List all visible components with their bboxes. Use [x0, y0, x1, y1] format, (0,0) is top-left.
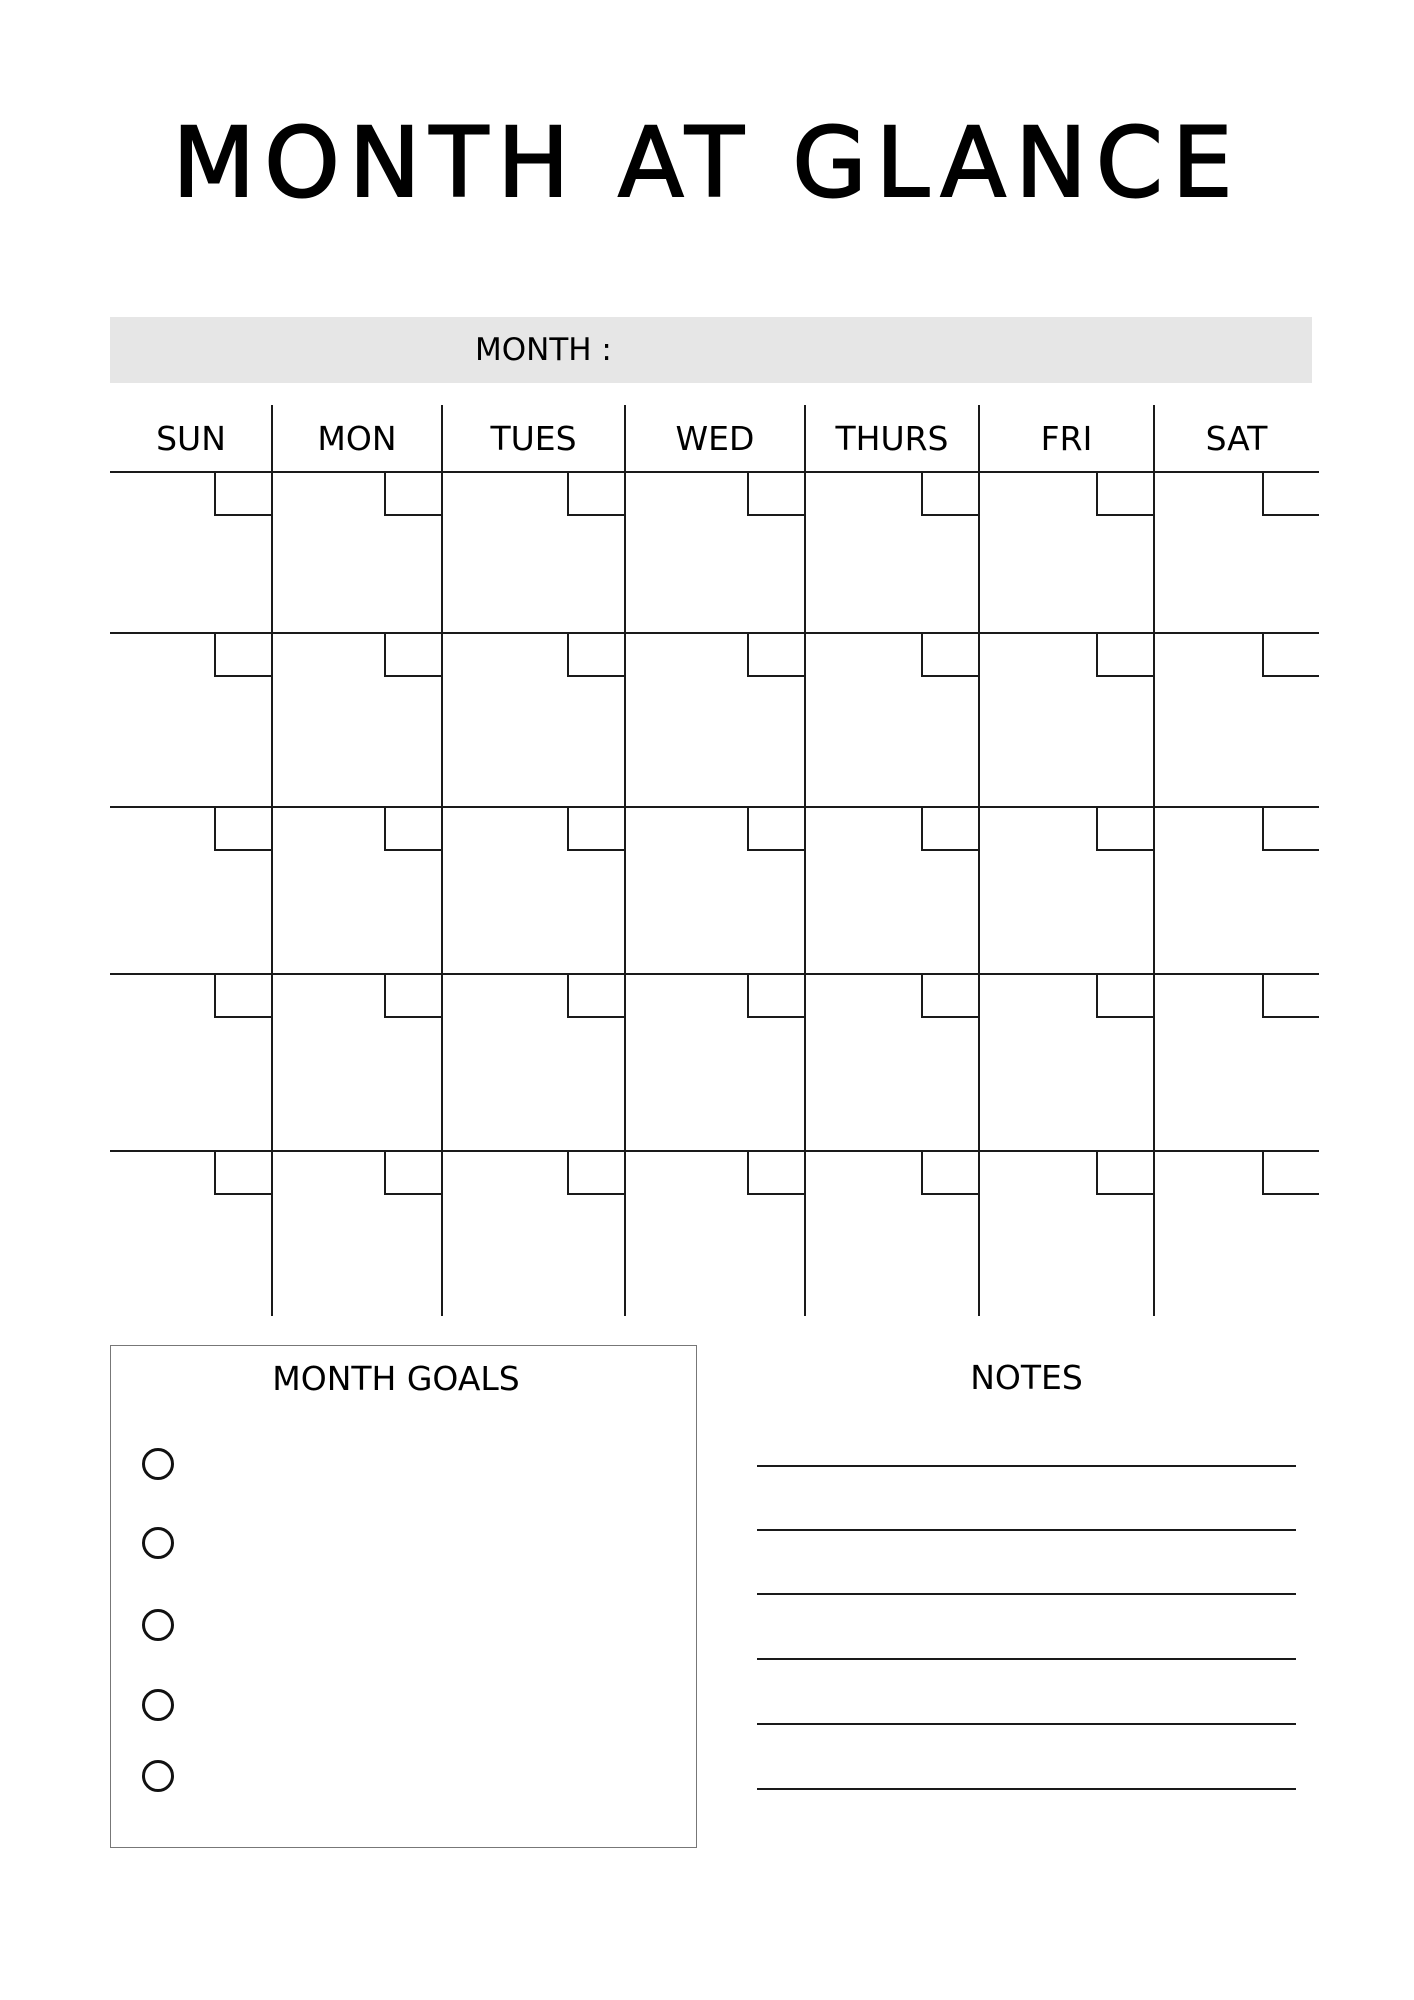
date-number-box[interactable] — [214, 472, 271, 516]
goal-checkbox[interactable] — [142, 1609, 174, 1641]
calendar-day-cell[interactable] — [110, 633, 271, 807]
calendar-day-cell[interactable] — [272, 1151, 441, 1316]
calendar-day-cell[interactable] — [442, 633, 624, 807]
date-number-box[interactable] — [384, 974, 441, 1018]
date-number-box[interactable] — [1096, 807, 1153, 851]
date-number-box[interactable] — [747, 1151, 804, 1195]
calendar-day-cell[interactable] — [805, 974, 978, 1151]
calendar-day-cell[interactable] — [1154, 807, 1319, 974]
weekday-tues: TUES — [490, 419, 577, 458]
calendar-day-cell[interactable] — [805, 633, 978, 807]
date-number-box[interactable] — [214, 633, 271, 677]
notes-title: NOTES — [970, 1358, 1083, 1397]
calendar-day-cell[interactable] — [110, 1151, 271, 1316]
date-number-box[interactable] — [1262, 472, 1319, 516]
date-number-box[interactable] — [921, 472, 978, 516]
calendar-day-cell[interactable] — [1154, 974, 1319, 1151]
month-field[interactable] — [110, 317, 1312, 383]
date-number-box[interactable] — [1262, 807, 1319, 851]
note-line[interactable] — [757, 1529, 1296, 1531]
date-number-box[interactable] — [567, 633, 624, 677]
date-number-box[interactable] — [1096, 1151, 1153, 1195]
calendar-day-cell[interactable] — [110, 807, 271, 974]
note-line[interactable] — [757, 1723, 1296, 1725]
calendar-day-cell[interactable] — [110, 472, 271, 633]
calendar-day-cell[interactable] — [625, 633, 804, 807]
calendar-day-cell[interactable] — [442, 1151, 624, 1316]
date-number-box[interactable] — [1262, 633, 1319, 677]
calendar-day-cell[interactable] — [979, 974, 1153, 1151]
calendar-day-cell[interactable] — [272, 974, 441, 1151]
date-number-box[interactable] — [567, 974, 624, 1018]
date-number-box[interactable] — [921, 1151, 978, 1195]
date-number-box[interactable] — [384, 807, 441, 851]
date-number-box[interactable] — [214, 974, 271, 1018]
goal-checkbox[interactable] — [142, 1689, 174, 1721]
calendar-day-cell[interactable] — [979, 807, 1153, 974]
weekday-sun: SUN — [156, 419, 226, 458]
calendar-day-cell[interactable] — [979, 1151, 1153, 1316]
calendar-day-cell[interactable] — [110, 974, 271, 1151]
date-number-box[interactable] — [747, 472, 804, 516]
date-number-box[interactable] — [1262, 1151, 1319, 1195]
calendar-day-cell[interactable] — [442, 974, 624, 1151]
calendar-day-cell[interactable] — [272, 633, 441, 807]
calendar-day-cell[interactable] — [805, 472, 978, 633]
month-label: MONTH : — [475, 332, 612, 368]
goal-checkbox[interactable] — [142, 1448, 174, 1480]
date-number-box[interactable] — [747, 633, 804, 677]
date-number-box[interactable] — [214, 1151, 271, 1195]
calendar-day-cell[interactable] — [625, 807, 804, 974]
date-number-box[interactable] — [1096, 472, 1153, 516]
date-number-box[interactable] — [567, 1151, 624, 1195]
date-number-box[interactable] — [921, 807, 978, 851]
date-number-box[interactable] — [747, 807, 804, 851]
date-number-box[interactable] — [567, 807, 624, 851]
date-number-box[interactable] — [567, 472, 624, 516]
weekday-thurs: THURS — [835, 419, 949, 458]
calendar-day-cell[interactable] — [272, 472, 441, 633]
calendar-day-cell[interactable] — [442, 472, 624, 633]
weekday-fri: FRI — [1040, 419, 1093, 458]
calendar-day-cell[interactable] — [805, 807, 978, 974]
calendar-day-cell[interactable] — [442, 807, 624, 974]
page-title: MONTH AT GLANCE — [172, 107, 1242, 219]
date-number-box[interactable] — [384, 472, 441, 516]
calendar-day-cell[interactable] — [625, 472, 804, 633]
calendar-day-cell[interactable] — [979, 633, 1153, 807]
month-goals-title: MONTH GOALS — [272, 1359, 520, 1398]
calendar-day-cell[interactable] — [1154, 472, 1319, 633]
date-number-box[interactable] — [214, 807, 271, 851]
date-number-box[interactable] — [1262, 974, 1319, 1018]
date-number-box[interactable] — [384, 633, 441, 677]
calendar-day-cell[interactable] — [979, 472, 1153, 633]
date-number-box[interactable] — [384, 1151, 441, 1195]
calendar-day-cell[interactable] — [805, 1151, 978, 1316]
note-line[interactable] — [757, 1658, 1296, 1660]
weekday-mon: MON — [317, 419, 397, 458]
calendar-day-cell[interactable] — [625, 1151, 804, 1316]
weekday-wed: WED — [675, 419, 755, 458]
date-number-box[interactable] — [921, 633, 978, 677]
note-line[interactable] — [757, 1465, 1296, 1467]
date-number-box[interactable] — [1096, 633, 1153, 677]
calendar-day-cell[interactable] — [625, 974, 804, 1151]
date-number-box[interactable] — [1096, 974, 1153, 1018]
calendar-day-cell[interactable] — [272, 807, 441, 974]
calendar-day-cell[interactable] — [1154, 633, 1319, 807]
date-number-box[interactable] — [921, 974, 978, 1018]
goal-checkbox[interactable] — [142, 1527, 174, 1559]
note-line[interactable] — [757, 1788, 1296, 1790]
weekday-sat: SAT — [1205, 419, 1268, 458]
calendar-day-cell[interactable] — [1154, 1151, 1319, 1316]
note-line[interactable] — [757, 1593, 1296, 1595]
goal-checkbox[interactable] — [142, 1760, 174, 1792]
date-number-box[interactable] — [747, 974, 804, 1018]
month-goals-box — [110, 1345, 697, 1848]
